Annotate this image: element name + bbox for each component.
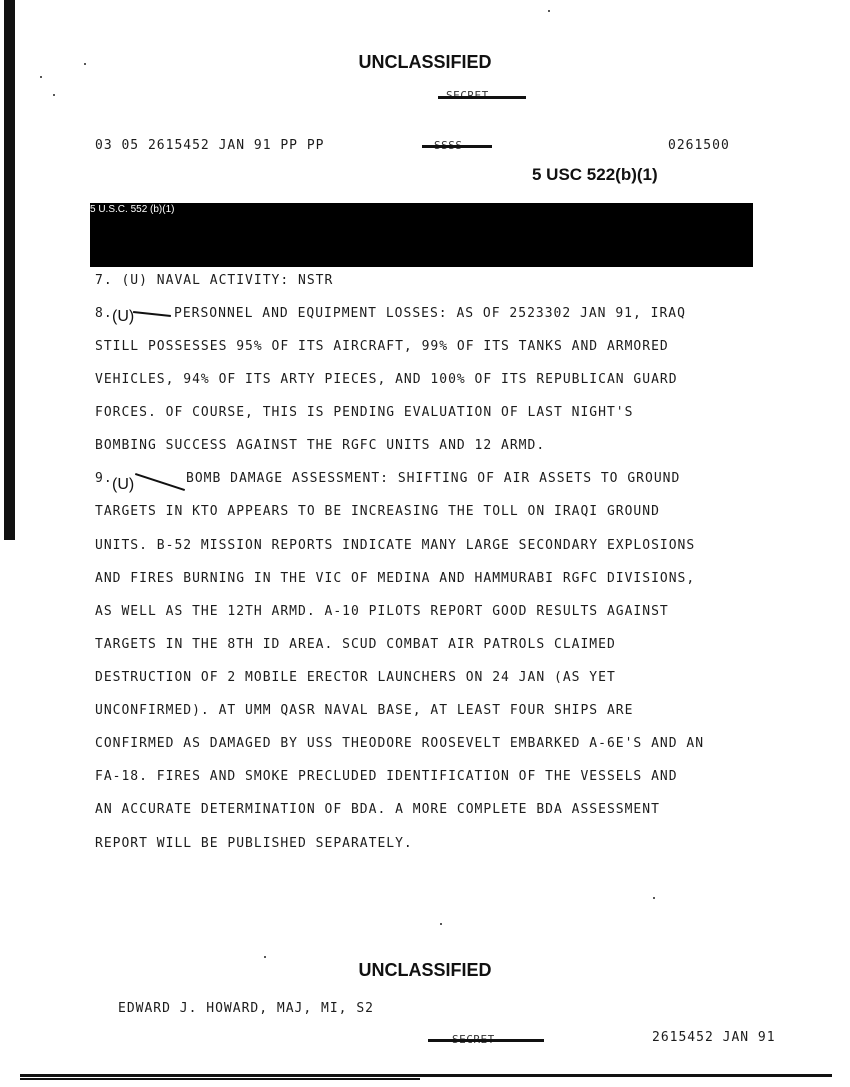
strikethrough-line bbox=[428, 1039, 544, 1042]
redaction-label: 5 U.S.C. 552 (b)(1) bbox=[90, 204, 175, 215]
strikethrough-line bbox=[135, 473, 185, 491]
bottom-rule bbox=[20, 1078, 420, 1080]
para-9-line: TARGETS IN KTO APPEARS TO BE INCREASING THE TOLL ON IRAQI GROUND bbox=[95, 504, 660, 519]
para-8-line: FORCES. OF COURSE, THIS IS PENDING EVALUATION OF LAST NIGHT'S bbox=[95, 405, 634, 420]
para-9-line: UNCONFIRMED). AT UMM QASR NAVAL BASE, AT LEAST FOUR SHIPS ARE bbox=[95, 703, 634, 718]
bottom-rule bbox=[20, 1074, 832, 1077]
para-9-line: BOMB DAMAGE ASSESSMENT: SHIFTING OF AIR ASSETS TO GROUND bbox=[186, 471, 681, 486]
scan-speck bbox=[40, 76, 42, 78]
classification-top: UNCLASSIFIED bbox=[358, 52, 492, 72]
signature-line: EDWARD J. HOWARD, MAJ, MI, S2 bbox=[118, 1001, 374, 1016]
para-9-number: 9. bbox=[95, 471, 113, 486]
routing-number: 0261500 bbox=[668, 138, 730, 153]
para-9-line: AND FIRES BURNING IN THE VIC OF MEDINA AND HAMMURABI RGFC DIVISIONS, bbox=[95, 571, 696, 586]
scan-speck bbox=[653, 897, 655, 899]
footer-dtg: 2615452 JAN 91 bbox=[652, 1030, 776, 1045]
para-9-line: AS WELL AS THE 12TH ARMD. A-10 PILOTS REPORT GOOD RESULTS AGAINST bbox=[95, 604, 669, 619]
para-9-line: AN ACCURATE DETERMINATION OF BDA. A MORE COMPLETE BDA ASSESSMENT bbox=[95, 802, 660, 817]
paragraph-7: 7. (U) NAVAL ACTIVITY: NSTR bbox=[95, 273, 334, 288]
strikethrough-line bbox=[422, 145, 492, 148]
para-8-line: PERSONNEL AND EQUIPMENT LOSSES: AS OF 2523302 JAN 91, IRAQ bbox=[174, 306, 686, 321]
strikethrough-line bbox=[133, 311, 171, 317]
scan-edge-bar bbox=[4, 0, 15, 540]
scan-speck bbox=[548, 10, 550, 12]
message-header: 03 05 2615452 JAN 91 PP PP bbox=[95, 138, 325, 153]
para-9-line: CONFIRMED AS DAMAGED BY USS THEODORE ROOSEVELT EMBARKED A-6E'S AND AN bbox=[95, 736, 705, 751]
para-9-line: DESTRUCTION OF 2 MOBILE ERECTOR LAUNCHERS ON 24 JAN (AS YET bbox=[95, 670, 616, 685]
para-9-line: UNITS. B-52 MISSION REPORTS INDICATE MANY LARGE SECONDARY EXPLOSIONS bbox=[95, 538, 696, 553]
redaction-block bbox=[90, 203, 753, 267]
para-9-line: REPORT WILL BE PUBLISHED SEPARATELY. bbox=[95, 836, 413, 851]
para-8-line: STILL POSSESSES 95% OF ITS AIRCRAFT, 99% OF ITS TANKS AND ARMORED bbox=[95, 339, 669, 354]
para-8-number: 8. bbox=[95, 306, 113, 321]
scan-speck bbox=[264, 956, 266, 958]
scan-speck bbox=[53, 94, 55, 96]
para-9-marking: (U) bbox=[112, 476, 135, 493]
strikethrough-line bbox=[438, 96, 526, 99]
para-8-line: BOMBING SUCCESS AGAINST THE RGFC UNITS AND 12 ARMD. bbox=[95, 438, 546, 453]
para-8-marking: (U) bbox=[112, 308, 135, 325]
exemption-citation: 5 USC 522(b)(1) bbox=[532, 165, 658, 184]
para-9-line: FA-18. FIRES AND SMOKE PRECLUDED IDENTIFICATION OF THE VESSELS AND bbox=[95, 769, 678, 784]
para-8-line: VEHICLES, 94% OF ITS ARTY PIECES, AND 100% OF ITS REPUBLICAN GUARD bbox=[95, 372, 678, 387]
classification-bottom: UNCLASSIFIED bbox=[358, 960, 492, 980]
scan-speck bbox=[440, 923, 442, 925]
para-9-line: TARGETS IN THE 8TH ID AREA. SCUD COMBAT AIR PATROLS CLAIMED bbox=[95, 637, 616, 652]
